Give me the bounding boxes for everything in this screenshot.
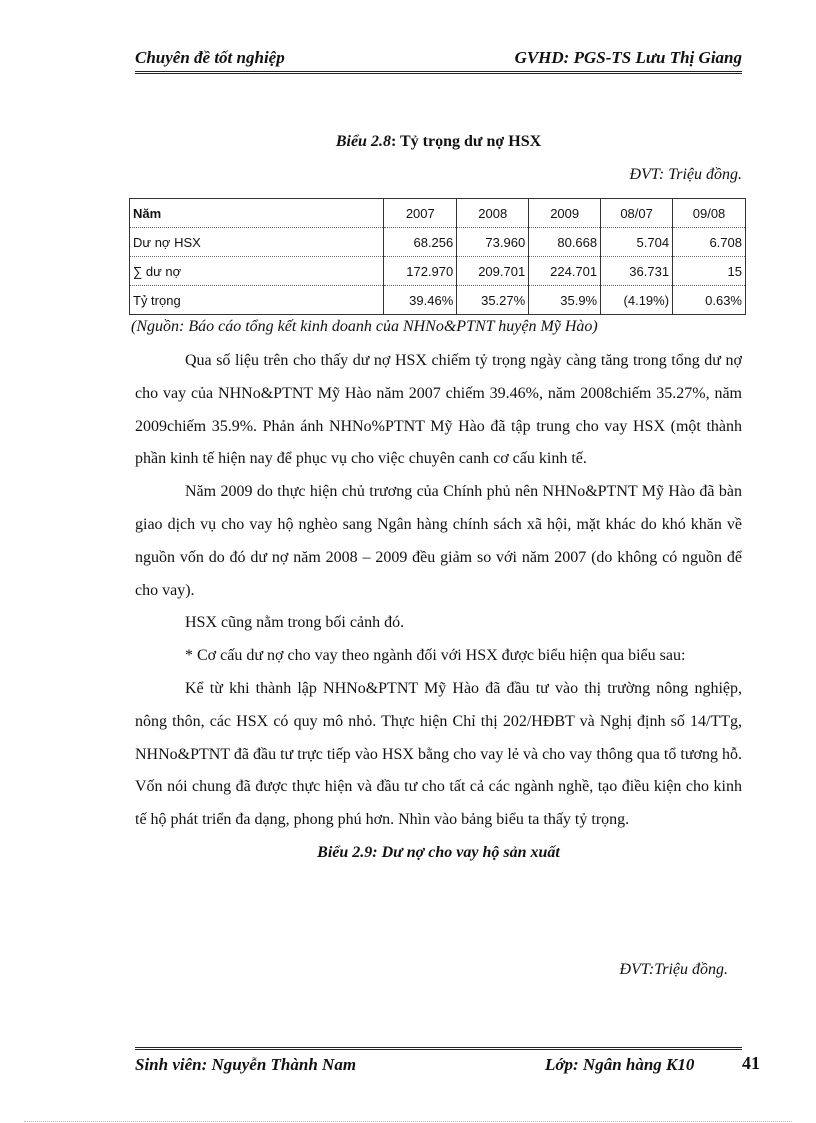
paragraph: HSX cũng nằm trong bối cảnh đó. — [185, 614, 405, 632]
header-cell: 2007 — [384, 199, 457, 228]
page-footer — [135, 1055, 760, 1081]
table-row — [130, 257, 746, 286]
table-cell: 80.668 — [529, 228, 601, 257]
table-cell: 209.701 — [457, 257, 529, 286]
table-cell: 172.970 — [384, 257, 457, 286]
table-cell: 39.46% — [384, 286, 457, 315]
header-cell: Năm — [130, 199, 384, 228]
page-border-dots — [24, 1121, 792, 1122]
body-text — [135, 345, 742, 870]
header-cell: 2008 — [457, 199, 529, 228]
table-cell: (4.19%) — [601, 286, 673, 315]
table-cell: 35.9% — [529, 286, 601, 315]
table-cell: 5.704 — [601, 228, 673, 257]
paragraph: Qua số liệu trên cho thấy dư nợ HSX chiếm tỷ trọng ngày càng tăng trong tổng dư nợ cho vay của NHNo&PTNT Mỹ Hào năm 2007 chiếm 39.46%, năm 2008chiếm 35.27%, năm 2009chiếm 35.9%. Phản ánh NHNo%PTNT Mỹ Hào đã tập trung cho vay HSX (một thành phần kinh tế hiện nay để phục vụ cho việc chuyên canh cơ cấu kinh tế. — [135, 352, 742, 468]
unit-label: ĐVT: Triệu đồng. — [629, 166, 742, 183]
table-title-prefix: Biểu 2.8 — [335, 133, 391, 150]
header-rule — [135, 71, 742, 74]
header-cell: 2009 — [529, 199, 601, 228]
header-cell: 08/07 — [601, 199, 673, 228]
data-table — [129, 198, 746, 315]
table-title — [135, 133, 742, 151]
page-number: 41 — [742, 1053, 760, 1073]
footer-rule — [135, 1047, 742, 1050]
header-title: Chuyên đề tốt nghiệp — [135, 48, 285, 67]
paragraph: * Cơ cấu dư nợ cho vay theo ngành đối với HSX được biểu hiện qua biểu sau: — [185, 647, 686, 665]
row-label: Tỷ trọng — [130, 286, 384, 315]
table-cell: 68.256 — [384, 228, 457, 257]
header-cell: 09/08 — [673, 199, 746, 228]
row-label: Dư nợ HSX — [130, 228, 384, 257]
table-cell: 0.63% — [673, 286, 746, 315]
paragraph: Kể từ khi thành lập NHNo&PTNT Mỹ Hào đã đầu tư vào thị trường nông nghiệp, nông thôn, các HSX có quy mô nhỏ. Thực hiện Chỉ thị 202/HĐBT và Nghị định số 14/TTg, NHNo&PTNT đã đầu tư trực tiếp vào HSX bằng cho vay lẻ và cho vay thông qua tổ tương hỗ. Vốn nói chung đã được thực hiện và đầu tư cho tất cả các ngành nghề, tạo điều kiện cho kinh tế hộ phát triển đa dạng, phong phú hơn. Nhìn vào bảng biểu ta thấy tỷ trọng. — [135, 679, 742, 829]
next-table-title: Biểu 2.9: Dư nợ cho vay hộ sản xuất — [317, 843, 560, 861]
table-cell: 36.731 — [601, 257, 673, 286]
table-source: (Nguồn: Báo cáo tổng kết kinh doanh của NHNo&PTNT huyện Mỹ Hào) — [131, 318, 598, 335]
table-header-row — [130, 199, 746, 228]
table-row — [130, 228, 746, 257]
table-cell: 15 — [673, 257, 746, 286]
page-header — [135, 46, 742, 70]
next-unit-label: ĐVT:Triệu đồng. — [619, 961, 728, 978]
footer-student: Sinh viên: Nguyễn Thành Nam — [135, 1055, 357, 1074]
table-row — [130, 286, 746, 315]
table-cell: 6.708 — [673, 228, 746, 257]
table-cell: 73.960 — [457, 228, 529, 257]
table-cell: 224.701 — [529, 257, 601, 286]
header-advisor: GVHD: PGS-TS Lưu Thị Giang — [514, 48, 742, 67]
table-title-sep: : — [390, 133, 397, 150]
table-cell: 35.27% — [457, 286, 529, 315]
footer-class: Lớp: Ngân hàng K10 — [545, 1055, 695, 1074]
table-title-text: Tỷ trọng dư nợ HSX — [396, 133, 542, 150]
row-label: ∑ dư nợ — [130, 257, 384, 286]
paragraph: Năm 2009 do thực hiện chủ trương của Chính phủ nên NHNo&PTNT Mỹ Hào đã bàn giao dịch vụ cho vay hộ nghèo sang Ngân hàng chính sách xã hội, mặt khác do khó khăn về nguồn vốn do đó dư nợ năm 2008 – 2009 đều giảm so với năm 2007 (do không có nguồn để cho vay). — [135, 483, 742, 599]
